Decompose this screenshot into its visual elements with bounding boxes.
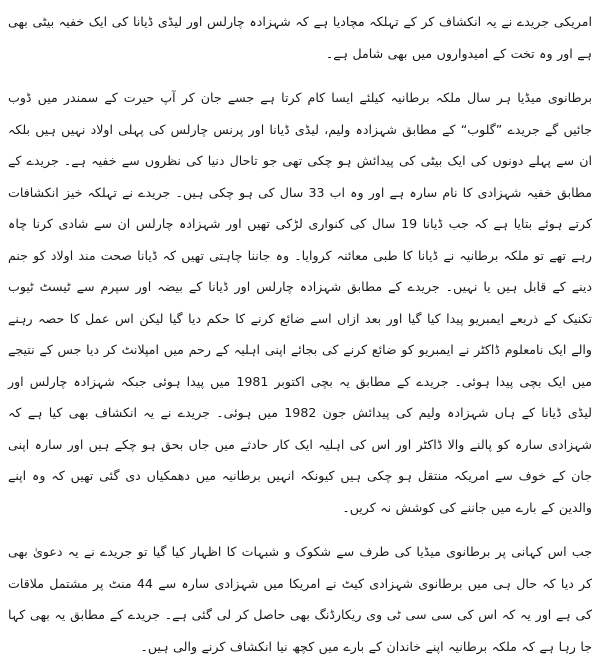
article-paragraph-2: برطانوی میڈیا ہر سال ملکہ برطانیہ کیلئے ایسا کام کرتا ہے جسے جان کر آپ حیرت کے سمندر میں ڈوب جائیں گے جریدے ”گلوب“ کے مطابق شہزادہ ولیم، لیڈی ڈیانا اور پرنس چارلس کی پہلی اولاد نہیں ہیں بلکہ ان سے پہلے دونوں کی ایک بیٹی کی پیدائش ہو چکی تھی جو تاحال دنیا کی نظروں سے خفیہ ہے۔ جریدے کے مطابق خفیہ شہزادی کا نام سارہ ہے اور وہ اب 33 سال کی ہو چکی ہیں۔ جریدے نے تہلکہ خیز انکشافات کرتے ہوئے بتایا ہے کہ جب ڈیانا 19 سال کی کنواری لڑکی تھیں اور شہزادہ چارلس ان سے شادی کرنا چاہ رہے تھے تو ملکہ برطانیہ نے ڈیانا کا طبی معائنہ کروایا۔ وہ جاننا چاہتی تھیں کہ ڈیانا صحت مند اولاد کو جنم دینے کے قابل ہیں یا نہیں۔ جریدے کے مطابق شہزادہ چارلس اور ڈیانا کے بیضہ اور سپرم سے ٹیسٹ ٹیوب تکنیک کے ذریعے ایمبریو پیدا کیا گیا اور بعد ازاں اسے ضائع کرنے کا حکم دیا گیا لیکن اس عمل کا حصہ رہنے والے ایک نامعلوم ڈاکٹر نے ایمبریو کو ضائع کرنے کی بجائے اپنی اہلیہ کے رحم میں امپلانٹ کر دیا جس کے نتیجے میں ایک بچی پیدا ہوئی۔ جریدے کے مطابق یہ بچی اکتوبر 1981 میں پیدا ہوئی جبکہ شہزادہ چارلس اور لیڈی ڈیانا کے ہاں شہزادہ ولیم کی پیدائش جون 1982 میں ہوئی۔ جریدے نے یہ انکشاف بھی کیا ہے کہ شہزادی سارہ کو پالنے والا ڈاکٹر اور اس کی اہلیہ ایک کار حادثے میں جاں بحق ہو چکے ہیں اور سارہ اپنی جان کے خوف سے امریکہ منتقل ہو چکی ہیں کیونکہ انہیں برطانیہ میں دھمکیاں دی گئی تھیں کہ وہ اپنے والدین کے بارے میں جاننے کی کوشش نہ کریں۔ bbox=[8, 90, 592, 515]
article-paragraph-1: امریکی جریدے نے یہ انکشاف کر کے تہلکہ مچادیا ہے کہ شہزادہ چارلس اور لیڈی ڈیانا کی ایک خفیہ بیٹی بھی ہے اور وہ تخت کے امیدواروں میں بھی شامل ہے۔ bbox=[8, 14, 592, 61]
article-paragraph-3: جب اس کہانی پر برطانوی میڈیا کی طرف سے شکوک و شبہات کا اظہار کیا گیا تو جریدے نے یہ دعویٰ بھی کر دیا کہ حال ہی میں برطانوی شہزادی کیٹ نے امریکا میں شہزادی سارہ سے 44 منٹ پر مشتمل ملاقات کی ہے اور یہ کہ اس کی سی سی ٹی وی ریکارڈنگ بھی حاصل کر لی گئی ہے۔ جریدے کے مطابق یہ بھی کہا جا رہا ہے کہ ملکہ برطانیہ اپنے خاندان کے بارے میں کچھ نیا انکشاف کرنے والی ہیں۔ bbox=[8, 544, 593, 654]
